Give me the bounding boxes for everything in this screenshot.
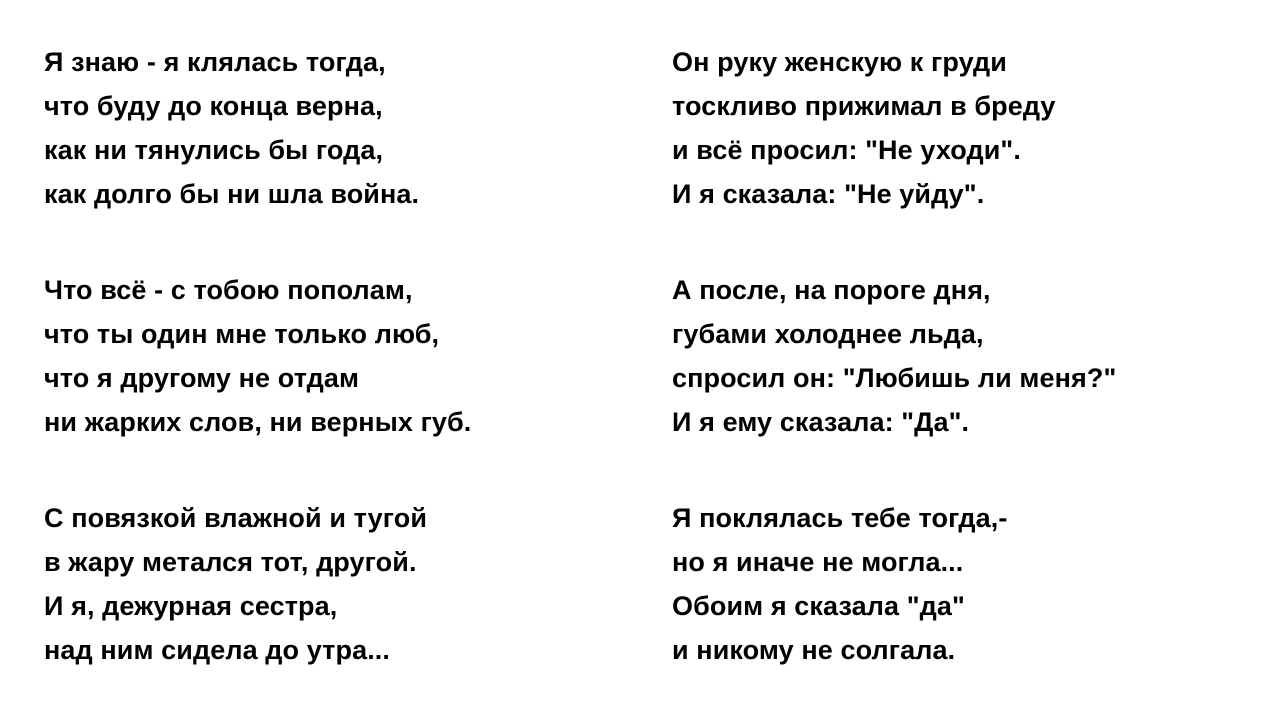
poem-stanza [672, 268, 1262, 444]
poem-line: ни жарких слов, ни верных губ. [44, 407, 472, 437]
poem-line: как ни тянулись бы года, [44, 135, 384, 165]
poem-line: Он руку женскую к груди [672, 47, 1007, 77]
poem-line: А после, на пороге дня, [672, 275, 991, 305]
poem-line: И я, дежурная сестра, [44, 591, 338, 621]
poem-line: Я знаю - я клялась тогда, [44, 47, 386, 77]
poem-stanza [44, 496, 622, 672]
poem-line: Обоим я сказала "да" [672, 591, 965, 621]
poem-stanza [672, 496, 1262, 672]
poem-line: и всё просил: "Не уходи". [672, 135, 1021, 165]
poem-line: Я поклялась тебе тогда,- [672, 503, 1008, 533]
poem-line: что буду до конца верна, [44, 91, 383, 121]
poem-column-left [0, 40, 640, 672]
poem-line: что я другому не отдам [44, 363, 360, 393]
poem-line: И я сказала: "Не уйду". [672, 179, 985, 209]
poem-line: И я ему сказала: "Да". [672, 407, 970, 437]
poem-column-right [640, 40, 1280, 672]
poem-line: что ты один мне только люб, [44, 319, 440, 349]
poem-stanza [672, 40, 1262, 216]
poem-line: над ним сидела до утра... [44, 635, 390, 665]
poem-stanza [44, 40, 622, 216]
poem-line: и никому не солгала. [672, 635, 956, 665]
poem-line: С повязкой влажной и тугой [44, 503, 428, 533]
poem-line: как долго бы ни шла война. [44, 179, 420, 209]
poem-line: тоскливо прижимал в бреду [672, 91, 1056, 121]
poem-line: спросил он: "Любишь ли меня?" [672, 363, 1117, 393]
poem-line: Что всё - с тобою пополам, [44, 275, 413, 305]
poem-line: но я иначе не могла... [672, 547, 964, 577]
poem-line: губами холоднее льда, [672, 319, 984, 349]
poem-line: в жару метался тот, другой. [44, 547, 417, 577]
poem-stanza [44, 268, 622, 444]
